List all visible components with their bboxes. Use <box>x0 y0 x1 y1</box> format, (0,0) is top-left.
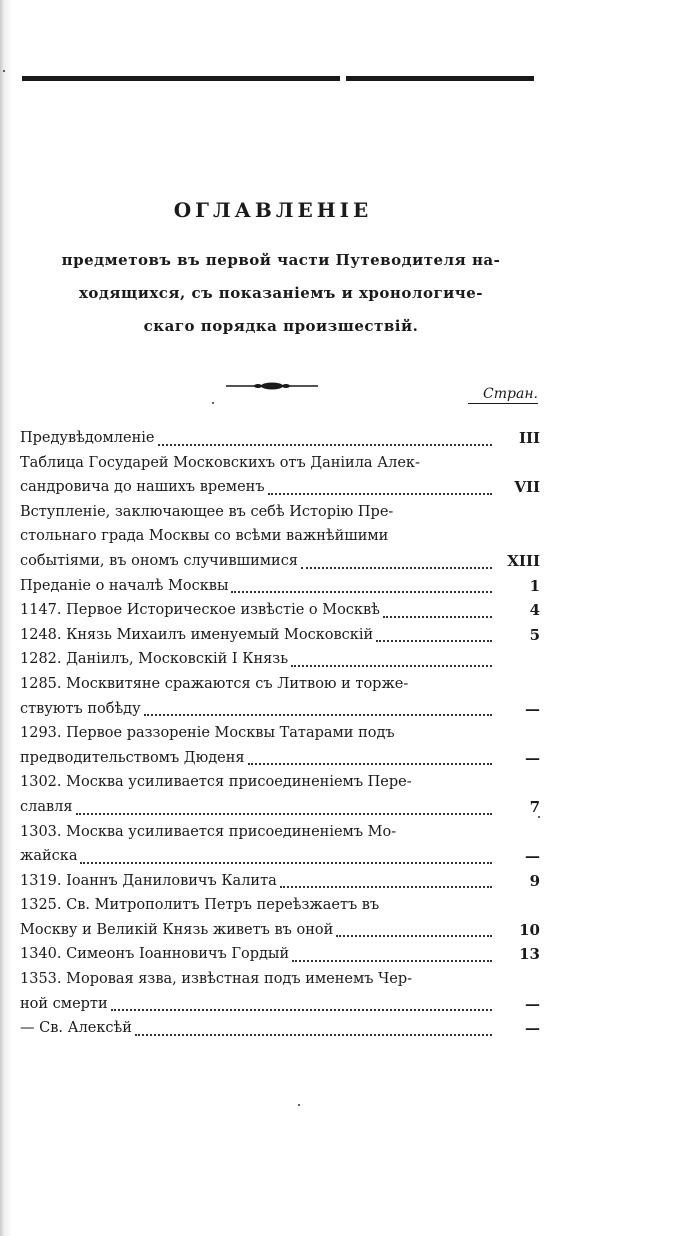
pages-column-header: Стран. <box>468 386 538 404</box>
toc-entry <box>20 721 540 746</box>
dot-leader <box>291 651 492 667</box>
toc-entry-text: славля <box>20 798 73 815</box>
toc-entry-text: 1285. Москвитяне сражаются съ Литвою и торже- <box>20 675 409 692</box>
dot-leader <box>301 553 492 569</box>
toc-entry <box>20 918 540 943</box>
toc-entry-page: 10 <box>519 920 540 939</box>
toc-entry-page: XIII <box>507 551 540 570</box>
toc-entry-text: жайска <box>20 848 78 865</box>
toc-entry-text: Преданіе о началѣ Москвы <box>20 577 229 594</box>
toc-entry-text: стольнаго града Москвы со всѣми важнѣйшими <box>20 528 389 545</box>
dot-leader <box>396 505 492 519</box>
dot-leader <box>398 727 492 741</box>
toc-entry-text: — Св. Алексѣй <box>20 1020 132 1037</box>
page-title: ОГЛАВЛЕНІЕ <box>173 198 373 222</box>
dot-leader <box>248 749 492 765</box>
toc-entry <box>20 746 540 771</box>
toc-entry <box>20 623 540 648</box>
dot-leader <box>399 825 492 839</box>
toc-entry <box>20 844 540 869</box>
dot-leader <box>280 872 492 888</box>
dot-leader <box>415 776 492 790</box>
toc-entry-page: III <box>518 429 540 447</box>
toc-entry-text: 1147. Первое Историческое извѣстіе о Москвѣ <box>20 602 380 619</box>
ornament-divider <box>222 378 322 394</box>
table-of-contents <box>20 426 540 1041</box>
toc-entry-text: 1340. Симеонъ Іоанновичъ Гордый <box>20 946 290 963</box>
toc-entry <box>20 647 540 672</box>
dot-leader <box>336 921 492 937</box>
print-speck <box>298 1104 300 1106</box>
toc-entry <box>20 893 540 918</box>
toc-entry-text: событіями, въ ономъ случившимися <box>20 552 298 569</box>
dot-leader <box>415 973 492 987</box>
toc-entry <box>20 770 540 795</box>
toc-entry <box>20 869 540 894</box>
toc-entry <box>20 451 540 476</box>
subtitle-line: предметовъ въ первой части Путеводителя на- <box>61 251 501 269</box>
dot-leader <box>382 899 492 913</box>
top-rule <box>22 76 534 81</box>
dot-leader <box>292 946 492 962</box>
toc-entry-text: Москву и Великій Князь живетъ въ оной <box>20 921 334 938</box>
print-speck <box>3 70 5 72</box>
toc-entry-text: 1302. Москва усиливается присоединеніемъ Пере- <box>20 774 412 791</box>
dot-leader <box>231 577 492 593</box>
toc-entry-text: сандровича до нашихъ временъ <box>20 479 265 496</box>
toc-entry-page: 5 <box>529 625 540 644</box>
dot-leader <box>391 530 492 544</box>
toc-entry-page: — <box>525 847 540 866</box>
toc-entry-page: — <box>525 699 540 718</box>
toc-entry-text: 1325. Св. Митрополитъ Петръ переѣзжаетъ въ <box>20 897 380 914</box>
toc-entry-page: 4 <box>529 601 540 620</box>
subtitle-line: скаго порядка произшествій. <box>143 317 419 335</box>
dot-leader <box>144 700 492 716</box>
toc-entry-page: — <box>525 748 540 767</box>
toc-entry-text: 1282. Даніилъ, Московскій I Князь <box>20 651 289 668</box>
toc-entry-text: 1293. Первое раззореніе Москвы Татарами подъ <box>20 725 395 742</box>
toc-entry <box>20 475 540 500</box>
toc-entry-text: 1353. Моровая язва, извѣстная подъ именемъ Чер- <box>20 971 413 988</box>
toc-entry-page: 7 <box>529 797 540 816</box>
toc-entry-text: ствуютъ побѣду <box>20 700 141 717</box>
toc-entry <box>20 697 540 722</box>
toc-entry <box>20 795 540 820</box>
toc-entry-page: 13 <box>519 945 540 964</box>
toc-entry-text: предводительствомъ Дюденя <box>20 749 245 766</box>
top-rule-gap <box>340 76 346 81</box>
toc-entry <box>20 820 540 845</box>
subtitle <box>28 244 534 343</box>
toc-entry-page: — <box>525 994 540 1013</box>
subtitle-line: ходящихся, съ показаніемъ и хронологиче- <box>78 284 484 302</box>
toc-entry <box>20 967 540 992</box>
toc-entry <box>20 992 540 1017</box>
toc-entry <box>20 524 540 549</box>
toc-entry <box>20 942 540 967</box>
dot-leader <box>76 799 493 815</box>
toc-entry-text: Предувѣдомленіе <box>20 430 155 446</box>
toc-entry-text: ной смерти <box>20 995 108 1012</box>
dot-leader <box>383 602 492 618</box>
dot-leader <box>268 479 492 495</box>
dot-leader <box>111 995 492 1011</box>
toc-entry-page: 9 <box>529 871 540 890</box>
toc-entry-page: — <box>525 1019 540 1038</box>
toc-entry-text: 1319. Іоаннъ Даниловичъ Калита <box>20 872 277 889</box>
toc-entry <box>20 574 540 599</box>
dot-leader <box>135 1020 492 1036</box>
toc-entry-page: 1 <box>529 576 540 595</box>
toc-entry-text: Таблица Государей Московскихъ отъ Даніила Алек- <box>20 454 420 471</box>
toc-entry <box>20 598 540 623</box>
print-speck <box>212 402 214 404</box>
toc-entry-page: VII <box>514 478 540 497</box>
dot-leader <box>80 848 492 864</box>
toc-entry-text: 1303. Москва усиливается присоединеніемъ Мо- <box>20 823 397 840</box>
dot-leader <box>376 626 492 642</box>
toc-entry <box>20 549 540 574</box>
page-edge-shadow <box>0 0 12 1236</box>
dot-leader <box>158 430 493 446</box>
toc-entry <box>20 1016 540 1041</box>
toc-entry <box>20 672 540 697</box>
dot-leader <box>411 678 492 692</box>
dot-leader <box>423 456 492 470</box>
toc-entry-text: 1248. Князь Михаилъ именуемый Московскій <box>20 626 374 643</box>
toc-entry <box>20 426 540 451</box>
toc-entry-text: Вступленіе, заключающее въ себѣ Исторію Пре- <box>20 503 394 520</box>
toc-entry <box>20 500 540 525</box>
